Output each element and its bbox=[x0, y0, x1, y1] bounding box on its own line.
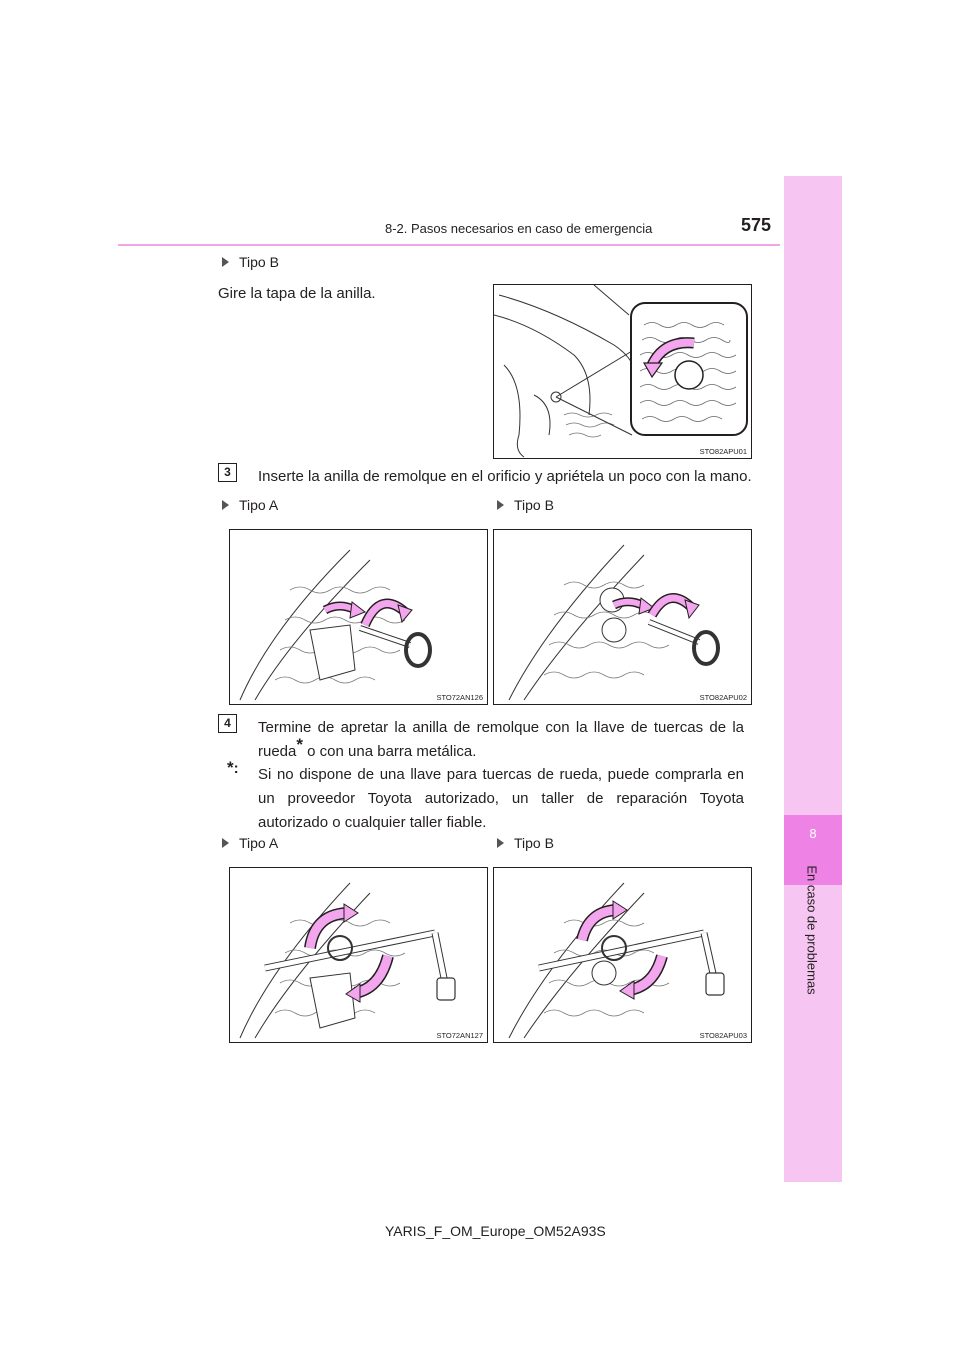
chapter-title: En caso de problemas bbox=[804, 865, 820, 995]
header-divider bbox=[118, 244, 780, 246]
figure-code: STO82APU01 bbox=[699, 447, 747, 456]
step-3-text: Inserte la anilla de remolque en el orificio y apriétela un poco con la mano. bbox=[258, 468, 752, 485]
figure-type-b-cap bbox=[493, 284, 752, 459]
chapter-side-strip bbox=[784, 176, 842, 1182]
figure-code: STO82APU02 bbox=[699, 693, 747, 702]
footnote-text: Si no dispone de una llave para tuercas de rueda, puede comprarla en un proveedor Toyota autorizado, un taller de reparación Toyota autorizado o cualquier taller fiable. bbox=[258, 766, 744, 831]
footnote-mark: *: bbox=[227, 758, 239, 777]
section-title: 8-2. Pasos necesarios en caso de emergencia bbox=[385, 221, 653, 236]
figure-step-4-type-a bbox=[229, 867, 488, 1043]
turn-cap-instruction: Gire la tapa de la anilla. bbox=[218, 285, 376, 302]
figure-code: STO72AN126 bbox=[436, 693, 483, 702]
step-4-text: Termine de apretar la anilla de remolque con la llave de tuercas de la rueda* o con una barra metálica. bbox=[258, 719, 744, 760]
figure-step-4-type-b bbox=[493, 867, 752, 1043]
bullet-triangle-icon bbox=[497, 838, 504, 848]
step-3-type-a-heading: Tipo A bbox=[222, 497, 278, 513]
document-code: YARIS_F_OM_Europe_OM52A93S bbox=[385, 1223, 606, 1239]
figure-step-3-type-a bbox=[229, 529, 488, 705]
page-number: 575 bbox=[741, 215, 772, 235]
figure-step-3-type-b bbox=[493, 529, 752, 705]
bullet-triangle-icon bbox=[222, 838, 229, 848]
figure-code: STO82APU03 bbox=[699, 1031, 747, 1040]
step-4-type-a-heading: Tipo A bbox=[222, 835, 278, 851]
figure-code: STO72AN127 bbox=[436, 1031, 483, 1040]
step-4-badge: 4 bbox=[218, 714, 237, 733]
chapter-number: 8 bbox=[809, 826, 817, 841]
bullet-triangle-icon bbox=[497, 500, 504, 510]
step-3-type-b-heading: Tipo B bbox=[497, 497, 554, 513]
step-4-type-b-heading: Tipo B bbox=[497, 835, 554, 851]
bullet-triangle-icon bbox=[222, 257, 229, 267]
step-3-badge: 3 bbox=[218, 463, 237, 482]
bullet-triangle-icon bbox=[222, 500, 229, 510]
type-b-heading-top: Tipo B bbox=[222, 254, 279, 270]
